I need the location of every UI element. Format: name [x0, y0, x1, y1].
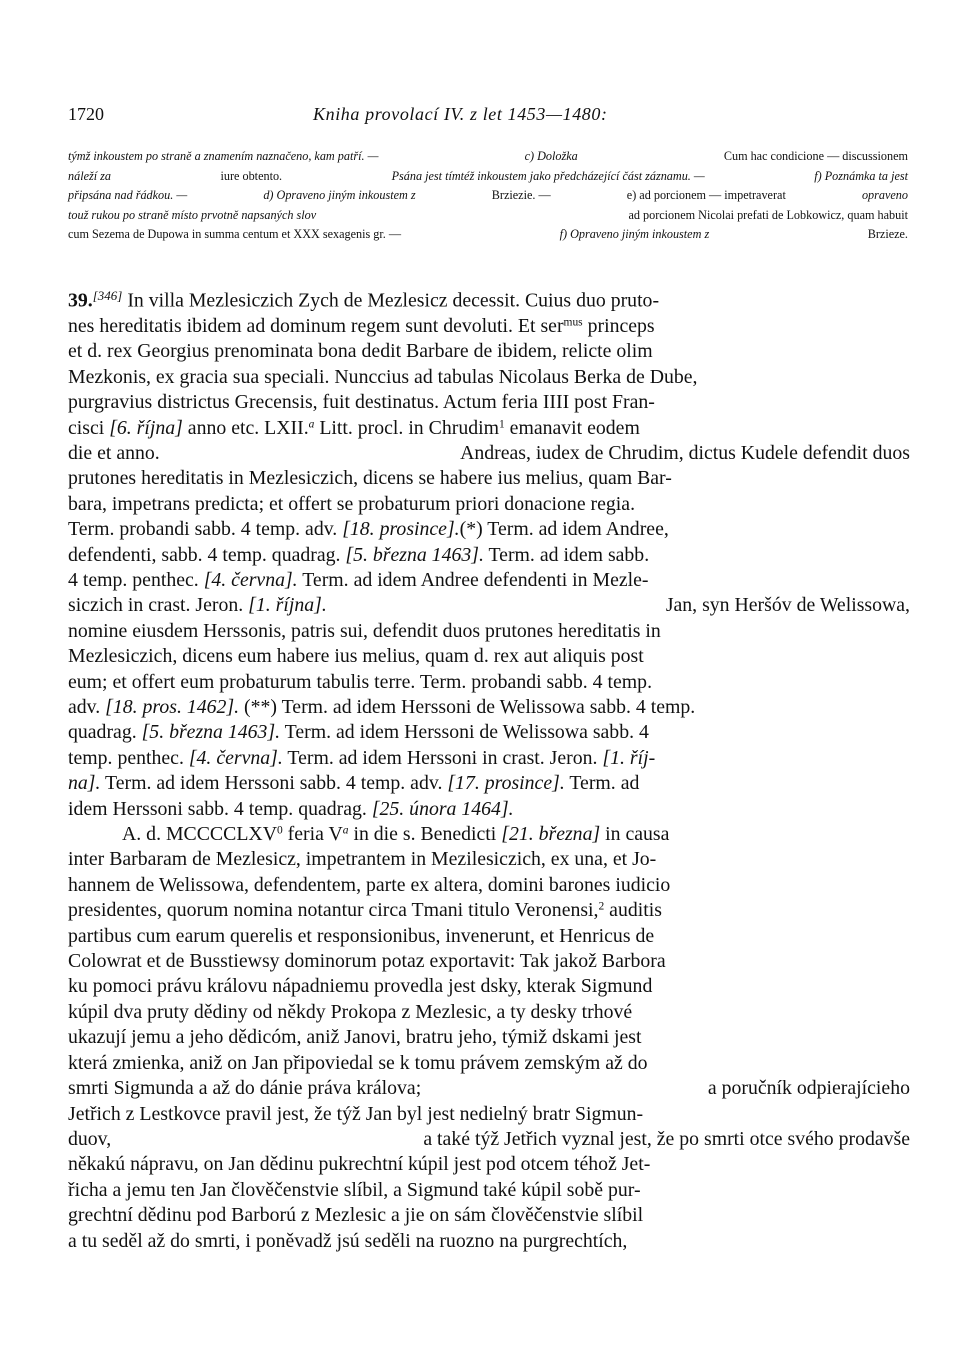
text-line: [68, 974, 910, 999]
footnote-line: [68, 225, 908, 245]
text-segment: emanavit eodem: [504, 416, 640, 439]
text-segment: ukazují jemu a jeho dědicóm, aniž Janovi, bratru jeho, týmiž dskami jest: [68, 1026, 642, 1049]
text-line: [68, 1076, 910, 1101]
text-segment: temp. penthec.: [68, 746, 189, 769]
note-text: f) Poznámka ta jest: [814, 168, 908, 183]
note-text: opraveno: [861, 188, 908, 203]
date-gloss: [18. pros. 1462].: [105, 696, 240, 718]
text-segment: defendenti, sabb. 4 temp. quadrag.: [68, 543, 346, 566]
text-segment: smrti Sigmunda a až do dánie práva králova;: [68, 1077, 422, 1100]
date-gloss: [6. října]: [109, 416, 183, 439]
date-gloss: [1. října].: [248, 594, 327, 617]
text-line: [68, 1025, 910, 1050]
text-segment: Term. ad idem sabb.: [483, 543, 650, 566]
text-line: [68, 695, 910, 720]
text-segment: grechtní dědinu pod Barború z Mezlesic a jie on sám člověčenstvie slíbil: [68, 1204, 644, 1227]
text-segment: presidentes, quorum nomina notantur circa Tmani titulo Veronensi,: [68, 899, 599, 922]
note-text: Psána jest tímtéž inkoustem jako předcházející část záznamu. —: [391, 168, 705, 183]
note-text: Brzieze.: [867, 227, 908, 242]
date-gloss: [5. března 1463].: [141, 721, 281, 744]
text-segment: někakú nápravu, on Jan dědinu pukrechtní kúpil jest pod otcem téhož Jet-: [68, 1153, 651, 1176]
text-line: [68, 1102, 910, 1127]
text-segment: in die s. Benedicti: [348, 823, 502, 846]
date-gloss: [21. března]: [501, 823, 601, 846]
text-segment: quadrag.: [68, 721, 142, 744]
note-text: náleží za: [68, 168, 111, 183]
text-line: [68, 390, 910, 415]
date-gloss: na].: [68, 772, 101, 795]
text-segment: idem Herssoni sabb. 4 temp. quadrag.: [68, 797, 372, 820]
footnote-line: [68, 206, 908, 226]
note-text: cum Sezema de Dupowa in summa centum et XXX sexagenis gr. —: [68, 227, 402, 242]
date-gloss: [18. prosince].: [342, 518, 460, 541]
text-line: [68, 898, 910, 923]
text-segment: hannem de Welissowa, defendentem, parte ex altera, domini barones iudicio: [68, 873, 671, 896]
text-segment: bara, impetrans predicta; et offert se probaturum priori donacione regia.: [68, 492, 636, 515]
text-line: [68, 619, 910, 644]
superscript: a: [342, 824, 349, 837]
note-text: iure obtento.: [220, 168, 283, 183]
entry-39: [68, 283, 910, 1254]
text-segment: Term. ad idem Herssoni sabb. 4 temp. adv.: [100, 772, 448, 795]
text-segment: ku pomoci právu královu nápadniemu provedla jest dsky, kterak Sigmund: [68, 975, 653, 998]
note-text: e) ad porcionem — impetraverat: [626, 188, 786, 203]
text-segment: (**) Term. ad idem Herssoni de Welissowa sabb. 4 temp.: [239, 696, 696, 718]
text-line: [68, 949, 910, 974]
text-line: [68, 1127, 910, 1152]
text-line: [68, 1229, 910, 1254]
text-segment: adv.: [68, 696, 106, 718]
text-line: [68, 339, 910, 364]
note-text: f) Opraveno jiným inkoustem z: [559, 227, 710, 242]
footnote-line: [68, 186, 908, 206]
footnote-mark: 1: [498, 418, 505, 431]
page-header: [68, 104, 908, 130]
text-line: [68, 670, 910, 695]
text-line: [68, 644, 910, 669]
text-segment: která zmienka, aniž on Jan připoviedal se k tomu právem zemským až do: [68, 1051, 648, 1074]
text-segment: anno etc. LXII.: [182, 416, 309, 439]
text-segment: inter Barbaram de Mezlesicz, impetrantem in Mezilesiczich, ex una, et Jo-: [68, 848, 657, 871]
text-segment: et d. rex Georgius prenominata bona dedit Barbare de ibidem, relicte olim: [68, 340, 653, 363]
superscript: mus: [563, 316, 583, 329]
note-text: c) Doložka: [524, 149, 578, 163]
text-segment: Mezlesiczich, dicens eum habere ius melius, quam d. rex aut aliquis post: [68, 645, 644, 668]
text-segment: nomine eiusdem Herssonis, patris sui, defendit duos prutones hereditatis in: [68, 619, 661, 642]
text-segment: feria V: [282, 823, 343, 846]
text-line: [68, 771, 910, 796]
note-text: d) Opraveno jiným inkoustem z: [263, 188, 416, 203]
text-segment: prutones hereditatis in Mezlesiczich, dicens se habere ius melius, quam Bar-: [68, 467, 672, 490]
text-line: [68, 720, 910, 745]
text-segment: Term. ad: [564, 772, 640, 795]
text-line: [68, 746, 910, 771]
text-segment: auditis: [604, 899, 662, 922]
text-segment: a poručník odpierajícieho: [707, 1077, 910, 1100]
text-line: [68, 1000, 910, 1025]
text-segment: eum; et offert eum probaturum tabulis terre. Term. probandi sabb. 4 temp.: [68, 670, 653, 693]
text-line: [68, 1051, 910, 1076]
note-text: touž rukou po straně místo prvotně napsaných slov: [68, 207, 317, 222]
text-segment: Jan, syn Heršóv de Welissowa,: [665, 594, 910, 617]
text-segment: Term. probandi sabb. 4 temp. adv.: [68, 518, 343, 541]
text-segment: in causa: [600, 823, 670, 846]
text-segment: purgravius districtus Grecensis, fuit destinatus. Actum feria IIII post Fran-: [68, 391, 655, 414]
date-gloss: [25. února 1464].: [371, 797, 514, 820]
entry-ref: [346]: [92, 288, 123, 303]
text-segment: princeps: [582, 314, 655, 337]
entry-number: 39.: [68, 289, 93, 312]
text-segment: duov,: [68, 1127, 112, 1150]
text-segment: partibus cum earum querelis et responsionibus, invenerunt, et Henricus de: [68, 924, 655, 947]
text-segment: Litt. procl. in Chrudim: [314, 416, 499, 439]
note-text: Brziezie. —: [491, 188, 551, 203]
text-segment: 4 temp. penthec.: [68, 568, 204, 591]
text-segment: Colowrat et de Busstiewsy dominorum potaz exportavit: Tak jakož Barbora: [68, 950, 666, 973]
text-segment: In villa Mezlesiczich Zych de Mezlesicz decessit. Cuius duo pruto-: [127, 289, 660, 312]
text-segment: kúpil dva pruty dědiny od někdy Prokopa z Mezlesic, a ty desky trhové: [68, 1000, 633, 1023]
date-gloss: [1. říj-: [602, 746, 656, 769]
footnote-line: [68, 167, 908, 187]
text-segment: die et anno.: [68, 441, 160, 464]
footnotes-block: [68, 147, 908, 245]
date-gloss: [4. června].: [188, 746, 283, 769]
text-segment: Mezkonis, ex gracia sua speciali. Nunccius ad tabulas Nicolaus Berka de Dube,: [68, 365, 698, 388]
text-segment: řicha a jemu ten Jan člověčenstvie slíbil, a Sigmund také kúpil sobě pur-: [68, 1178, 641, 1201]
text-line: [68, 416, 910, 441]
text-segment: Andreas, iudex de Chrudim, dictus Kudele defendit duos: [460, 441, 910, 464]
date-gloss: [17. prosince].: [447, 772, 565, 795]
date-gloss: [4. června].: [203, 568, 298, 591]
text-line: [68, 924, 910, 949]
text-line: [68, 1152, 910, 1177]
text-line: [68, 873, 910, 898]
text-line: [68, 492, 910, 517]
superscript: 0: [276, 824, 283, 837]
text-line: [68, 543, 910, 568]
footnote-line: [68, 147, 908, 167]
note-text: týmž inkoustem po straně a znamením naznačeno, kam patří. —: [68, 149, 379, 163]
footnote-mark: 2: [598, 900, 605, 913]
text-segment: a tu seděl až do smrti, i poněvadž jsú seděli na ruozno na purgrechtích,: [68, 1229, 628, 1252]
text-line: [68, 517, 910, 542]
text-segment: a také týž Jetřich vyznal jest, že po smrti otce svého prodavše: [423, 1127, 910, 1150]
text-line: [68, 314, 910, 339]
text-segment: nes hereditatis ibidem ad dominum regem sunt devoluti. Et ser: [68, 314, 564, 337]
superscript: a: [308, 418, 315, 431]
text-segment: cisci: [68, 416, 110, 439]
text-line: [68, 847, 910, 872]
text-segment: Term. ad idem Herssoni in crast. Jeron.: [282, 746, 603, 769]
text-segment: Term. ad idem Herssoni de Welissowa sabb. 4: [280, 721, 649, 744]
text-line: [68, 593, 910, 618]
text-line: [68, 283, 910, 314]
page-number: 1720: [68, 104, 104, 124]
text-line: [68, 466, 910, 491]
text-line: [68, 797, 910, 822]
text-line: [68, 441, 910, 466]
running-title: Kniha provolací IV. z let 1453—1480:: [313, 104, 608, 124]
date-gloss: [5. března 1463].: [345, 543, 484, 566]
text-line: [68, 822, 910, 847]
text-segment: A. d. MCCCCLXV: [122, 823, 277, 846]
text-segment: siczich in crast. Jeron.: [68, 594, 249, 617]
text-line: [68, 1203, 910, 1228]
text-line: [68, 1178, 910, 1203]
note-text: Cum hac condicione — discussionem: [723, 149, 908, 163]
text-line: [68, 365, 910, 390]
text-segment: (*) Term. ad idem Andree,: [459, 518, 669, 541]
text-segment: Term. ad idem Andree defendenti in Mezle-: [297, 568, 649, 591]
note-text: ad porcionem Nicolai prefati de Lobkowicz, quam habuit: [628, 207, 908, 222]
note-text: připsána nad řádkou. —: [68, 188, 188, 203]
text-segment: Jetřich z Lestkovce pravil jest, že týž Jan byl jest nedielný bratr Sigmun-: [68, 1102, 644, 1125]
text-line: [68, 568, 910, 593]
